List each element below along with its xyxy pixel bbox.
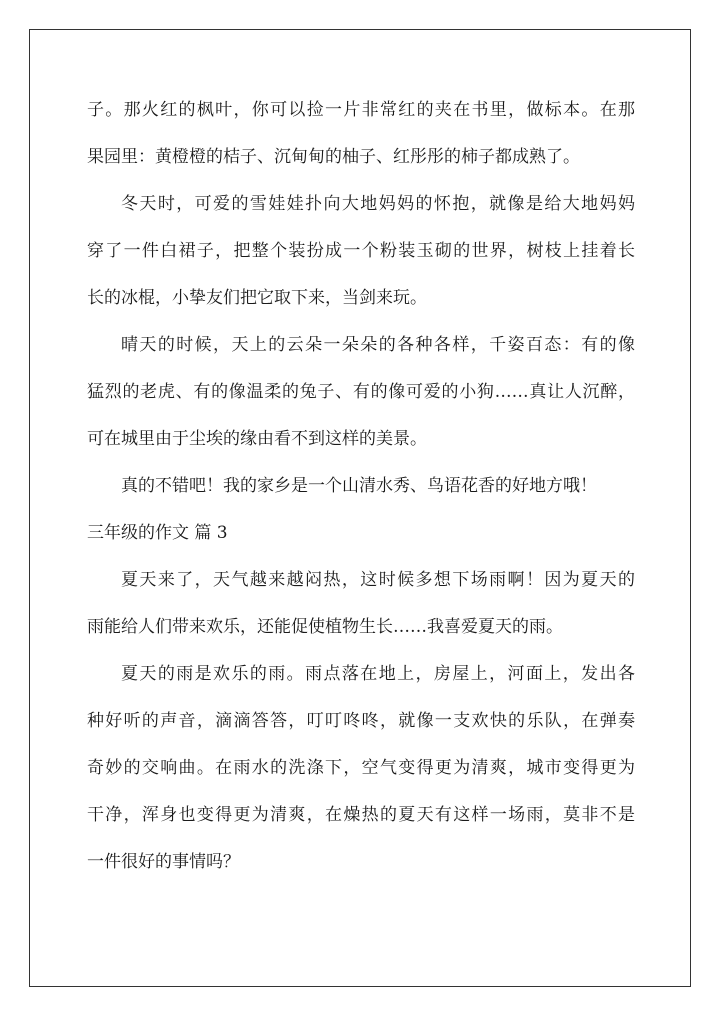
text-line: 穿了一件白裙子，把整个装扮成一个粉装玉砌的世界，树枝上挂着长: [87, 241, 635, 261]
text-line: 果园里：黄橙橙的桔子、沉甸甸的柚子、红彤彤的柿子都成熟了。: [87, 147, 580, 167]
text-line: 夏天的雨是欢乐的雨。雨点落在地上，房屋上，河面上，发出各: [121, 664, 635, 684]
document-body: [87, 92, 635, 891]
text-line: 真的不错吧！我的家乡是一个山清水秀、鸟语花香的好地方哦！: [121, 476, 597, 496]
paragraph: [87, 468, 635, 504]
text-line: 可在城里由于尘埃的缘由看不到这样的美景。: [87, 429, 427, 449]
text-line: 长的冰棍，小挚友们把它取下来，当剑来玩。: [87, 288, 427, 308]
text-line: 子。那火红的枫叶，你可以捡一片非常红的夹在书里，做标本。在那: [87, 100, 635, 120]
text-line: 奇妙的交响曲。在雨水的洗涤下，空气变得更为清爽，城市变得更为: [87, 758, 635, 778]
text-line: 猛烈的老虎、有的像温柔的兔子、有的像可爱的小狗……真让人沉醉，: [87, 382, 635, 402]
text-line: 干净，浑身也变得更为清爽，在燥热的夏天有这样一场雨，莫非不是: [87, 805, 635, 825]
paragraph: [87, 562, 635, 645]
paragraph: [87, 656, 635, 880]
text-line: 夏天来了，天气越来越闷热，这时候多想下场雨啊！因为夏天的: [121, 570, 635, 590]
text-line: 冬天时，可爱的雪娃娃扑向大地妈妈的怀抱，就像是给大地妈妈: [121, 194, 635, 214]
section-heading: 三年级的作文 篇 3: [87, 523, 228, 543]
text-line: 雨能给人们带来欢乐，还能促使植物生长……我喜爱夏天的雨。: [87, 617, 563, 637]
text-line: 晴天的时候，天上的云朵一朵朵的各种各样，千姿百态：有的像: [121, 335, 635, 355]
paragraph: [87, 92, 635, 175]
paragraph: [87, 186, 635, 316]
text-line: 一件很好的事情吗？: [87, 852, 240, 872]
text-line: 种好听的声音，滴滴答答，叮叮咚咚，就像一支欢快的乐队，在弹奏: [87, 711, 635, 731]
paragraph: [87, 327, 635, 457]
